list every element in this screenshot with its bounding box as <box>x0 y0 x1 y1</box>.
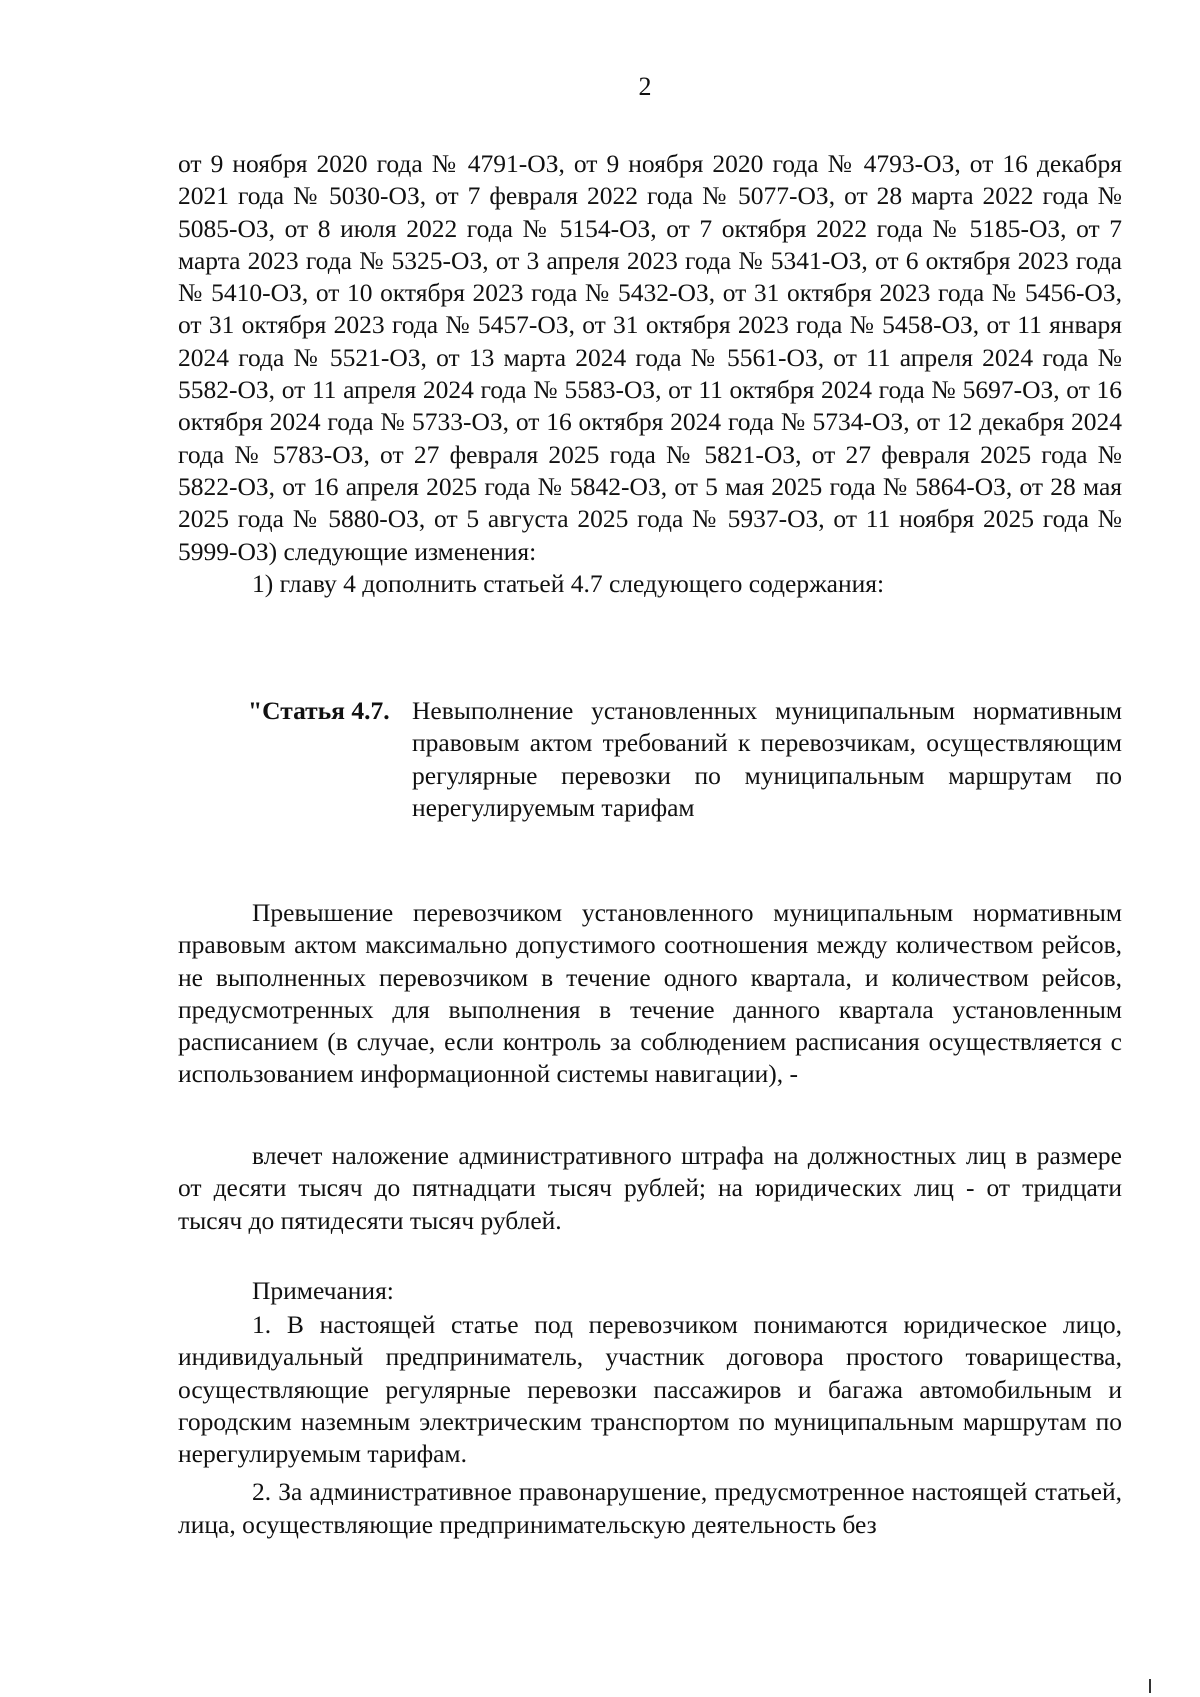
page-number: 2 <box>638 72 652 101</box>
amendment-list-paragraph: от 9 ноября 2020 года № 4791-ОЗ, от 9 ноября 2020 года № 4793-ОЗ, от 16 декабря 2021 года № 5030-ОЗ, от 7 февраля 2022 года № 5077-ОЗ, от 28 марта 2022 года № 5085-ОЗ, от 8 июля 2022 года № 5154-ОЗ, от 7 октября 2022 года № 5185-ОЗ, от 7 марта 2023 года № 5325-ОЗ, от 3 апреля 2023 года № 5341-ОЗ, от 6 октября 2023 года № 5410-ОЗ, от 10 октября 2023 года № 5432-ОЗ, от 31 октября 2023 года № 5456-ОЗ, от 31 октября 2023 года № 5457-ОЗ, от 31 октября 2023 года № 5458-ОЗ, от 11 января 2024 года № 5521-ОЗ, от 13 марта 2024 года № 5561-ОЗ, от 11 апреля 2024 года № 5582-ОЗ, от 11 апреля 2024 года № 5583-ОЗ, от 11 октября 2024 года № 5697-ОЗ, от 16 октября 2024 года № 5733-ОЗ, от 16 октября 2024 года № 5734-ОЗ, от 12 декабря 2024 года № 5783-ОЗ, от 27 февраля 2025 года № 5821-ОЗ, от 27 февраля 2025 года № 5822-ОЗ, от 16 апреля 2025 года № 5842-ОЗ, от 5 мая 2025 года № 5864-ОЗ, от 28 мая 2025 года № 5880-ОЗ, от 5 августа 2025 года № 5937-ОЗ, от 11 ноября 2025 года № 5999-ОЗ) следующие изменения: <box>178 149 1122 566</box>
article-sanction <box>178 1140 1122 1237</box>
amendment-section <box>178 148 1122 600</box>
note-1-paragraph: 1. В настоящей статье под перевозчиком понимаются юридическое лицо, индивидуальный предприниматель, участник договора простого товарищества, осуществляющие регулярные перевозки пассажиров и багажа автомобильным и городским наземным электрическим транспортом по муниципальным маршрутам по нерегулируемым тарифам. <box>178 1310 1122 1469</box>
article-label: "Статья 4.7. <box>248 696 390 725</box>
item-1-paragraph: 1) главу 4 дополнить статьей 4.7 следующего содержания: <box>252 568 885 598</box>
notes-section <box>178 1309 1122 1541</box>
scan-margin-mark <box>1149 1679 1151 1693</box>
notes-heading: Примечания: <box>252 1276 394 1305</box>
article-title: Невыполнение установленных муниципальным нормативным правовым актом требований к перевозчикам, осуществляющим регулярные перевозки по муниципальным маршрутам по нерегулируемым тарифам <box>412 696 1122 822</box>
article-disposition <box>178 897 1122 1091</box>
penalty-paragraph: влечет наложение административного штрафа на должностных лиц в размере от десяти тысяч до пятнадцати тысяч рублей; на юридических лиц - от тридцати тысяч до пятидесяти тысяч рублей. <box>178 1141 1122 1235</box>
main-paragraph: Превышение перевозчиком установленного муниципальным нормативным правовым актом максимально допустимого соотношения между количеством рейсов, не выполненных перевозчиком в течение одного квартала, и количеством рейсов, предусмотренных для выполнения в течение данного квартала установленным расписанием (в случае, если контроль за соблюдением расписания осуществляется с использованием информационной системы навигации), - <box>178 898 1122 1089</box>
note-2-paragraph: 2. За административное правонарушение, предусмотренное настоящей статьей, лица, осуществляющие предпринимательскую деятельность без <box>178 1477 1122 1539</box>
